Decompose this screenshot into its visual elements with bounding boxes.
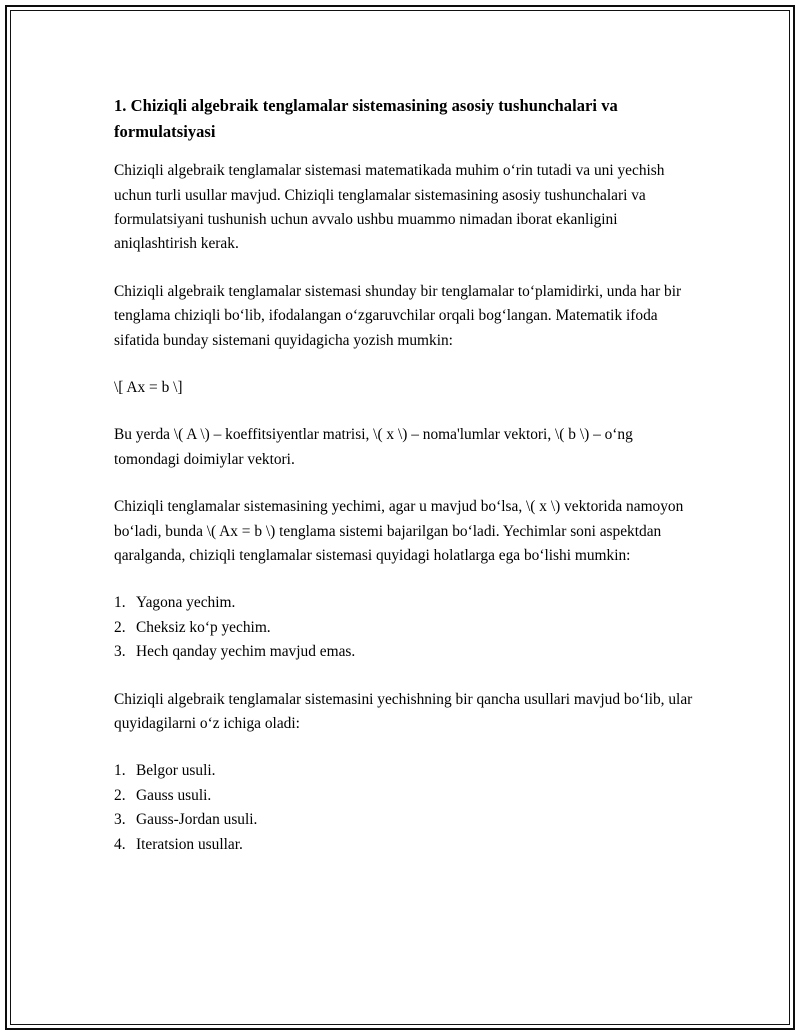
document-content xyxy=(114,93,695,880)
document-page xyxy=(13,13,787,1022)
list-item-marker: 1. xyxy=(114,762,126,780)
paragraph-solution: Chiziqli tenglamalar sistemasining yechimi, agar u mavjud boʻlsa, \( x \) vektorida namoyon boʻladi, bunda \( Ax = b \) tenglama sistemi bajarilgan boʻladi. Yechimlar soni aspektdan qaralganda, chiziqli tenglamalar sistemasi quyidagi holatlarga ega boʻlishi mumkin: xyxy=(114,498,684,564)
list-item-label: Belgor usuli. xyxy=(136,762,216,780)
formula-block-display: \[ Ax = b \] xyxy=(114,378,183,396)
list-item-label: Gauss usuli. xyxy=(136,786,212,804)
page-border-inner xyxy=(10,10,790,1025)
paragraph-definition: Chiziqli algebraik tenglamalar sistemasi shunday bir tenglamalar toʻplamidirki, unda har bir tenglama chiziqli boʻlib, ifodalangan oʻzgaruvchilar orqali bogʻlangan. Matematik ifoda sifatida bunday sistemani quyidagicha yozish mumkin: xyxy=(114,282,682,349)
paragraph-notation: Bu yerda \( A \) – koeffitsiyentlar matrisi, \( x \) – noma'lumlar vektori, \( b \) – oʻng tomondagi doimiylar vektori. xyxy=(114,426,633,468)
list-item xyxy=(114,591,695,615)
list-item-marker: 3. xyxy=(114,811,126,829)
list-item-label: Yagona yechim. xyxy=(136,594,236,612)
list-item-marker: 4. xyxy=(114,835,126,853)
list-item-marker: 2. xyxy=(114,618,126,636)
list-item xyxy=(114,616,695,640)
paragraph-methods-intro: Chiziqli algebraik tenglamalar sistemasini yechishning bir qancha usullari mavjud boʻlib, ular quyidagilarni oʻz ichiga oladi: xyxy=(114,690,693,733)
list-item-marker: 2. xyxy=(114,786,126,804)
paragraph-intro: Chiziqli algebraik tenglamalar sistemasi matematikada muhim oʻrin tutadi va uni yechish uchun turli usullar mavjud. Chiziqli tenglamalar sistemasining asosiy tushunchalari va formulatsiyani tushunish uchun avvalo ushbu muammo nimadan iborat ekanligini aniqlashtirish kerak. xyxy=(114,162,665,253)
list-solution-cases xyxy=(114,591,695,664)
list-item-label: Gauss-Jordan usuli. xyxy=(136,811,258,829)
list-item-marker: 1. xyxy=(114,594,126,612)
list-item xyxy=(114,640,695,664)
list-methods xyxy=(114,759,695,857)
list-item xyxy=(114,833,695,857)
list-item-label: Hech qanday yechim mavjud emas. xyxy=(136,643,356,661)
list-item xyxy=(114,808,695,832)
list-item xyxy=(114,784,695,808)
page-title: 1. Chiziqli algebraik tenglamalar sistemasining asosiy tushunchalari va formulatsiyasi xyxy=(114,96,618,141)
list-item-label: Cheksiz koʻp yechim. xyxy=(136,618,271,636)
list-item-marker: 3. xyxy=(114,643,126,661)
list-item xyxy=(114,759,695,783)
list-item-label: Iteratsion usullar. xyxy=(136,835,243,853)
page-border-frame xyxy=(5,5,795,1030)
